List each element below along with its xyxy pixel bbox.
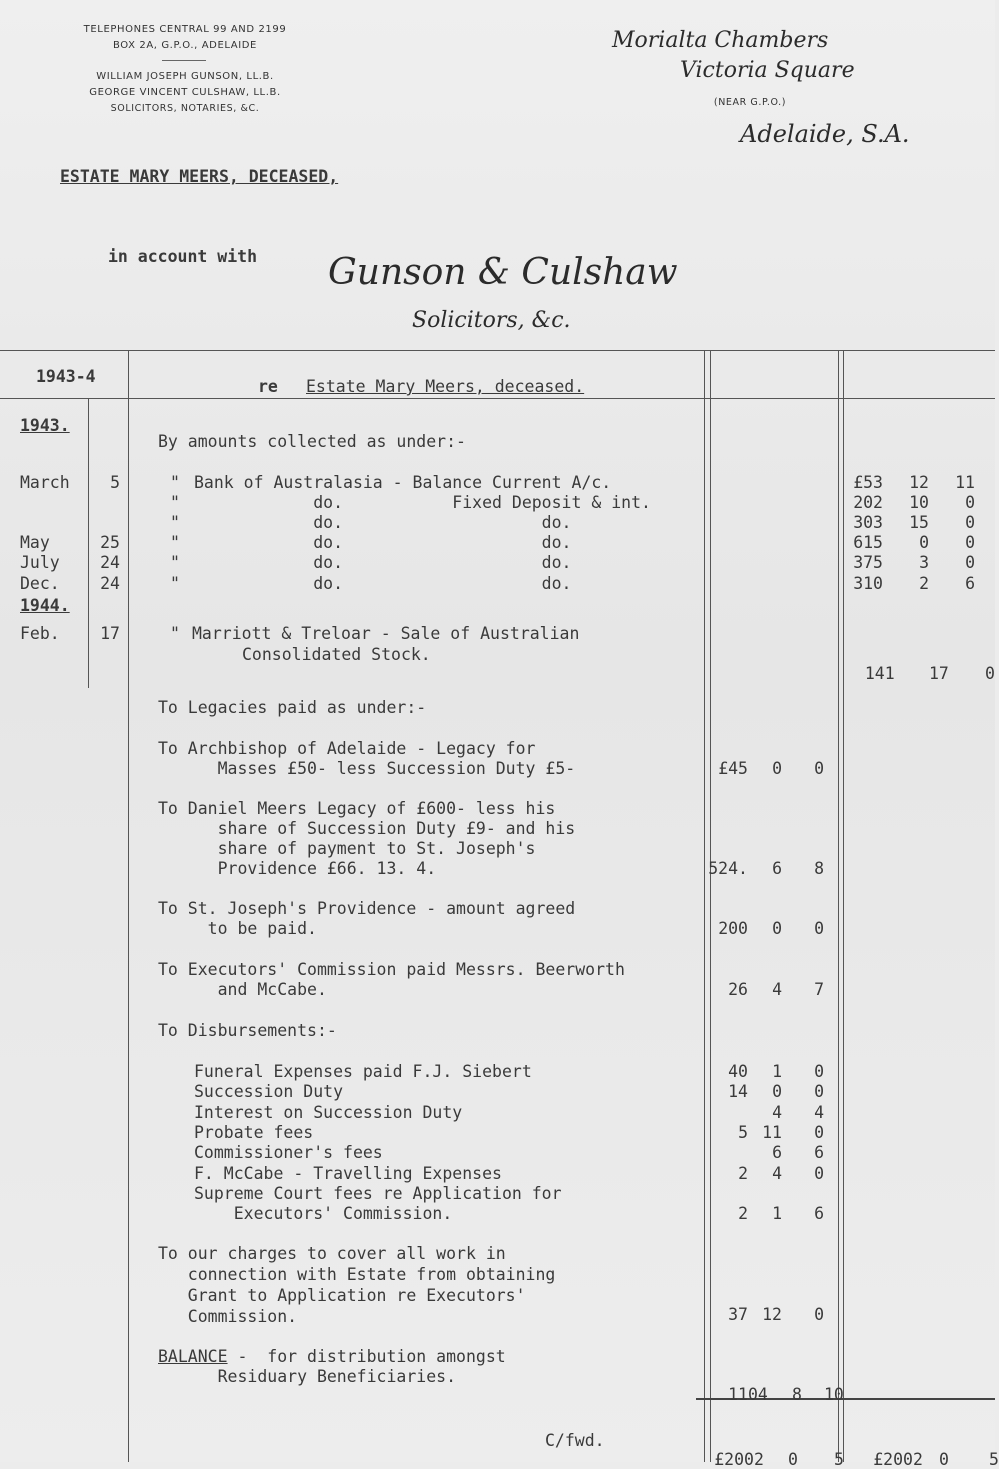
in-account-with: in account with (108, 247, 258, 266)
charges-line: Grant to Application re Executors' (158, 1286, 526, 1305)
firm-subtitle: Solicitors, &c. (412, 308, 571, 333)
receipt-month: Dec. (20, 574, 60, 593)
receipt-amount-pounds: 375 (853, 553, 883, 572)
receipt-amount-pounds: 615 (853, 533, 883, 552)
letterhead-box: BOX 2A, G.P.O., ADELAIDE (113, 40, 257, 51)
receipt-month: July (20, 553, 60, 572)
disbursement-amount-pence: 0 (814, 1163, 824, 1183)
table-re: re (258, 377, 278, 396)
disbursement-desc: Supreme Court fees re Application for (194, 1183, 562, 1203)
collected-intro: By amounts collected as under:- (158, 432, 466, 451)
table-header-rule (0, 398, 995, 399)
carried-right-amount: £2002 0 5 (873, 1450, 999, 1469)
disbursements-intro: To Disbursements:- (158, 1021, 337, 1040)
receipt-amount (845, 513, 975, 532)
receipt-amount (845, 553, 975, 572)
receipt-amount-pence: 6 (965, 574, 975, 593)
receipt-amount (845, 574, 975, 593)
payment-line: To St. Joseph's Providence - amount agreed (158, 899, 576, 918)
balance-amount: 1104 8 10 (728, 1385, 844, 1404)
table-re-title: Estate Mary Meers, deceased. (306, 377, 585, 396)
disbursement-desc: Succession Duty (194, 1082, 344, 1102)
feb-desc1: Marriott & Treloar - Sale of Australian (192, 624, 580, 643)
balance-rest: - for distribution amongst (227, 1347, 506, 1366)
payment-amount-pence: 7 (814, 980, 824, 999)
address-line2: Victoria Square (680, 58, 855, 83)
disbursement-amount (690, 1143, 824, 1162)
receipt-amount-shillings: 0 (919, 533, 929, 552)
disbursement-amount (690, 1204, 824, 1223)
receipt-amount-pounds: £53 (853, 473, 883, 492)
ditto-mark: " (170, 553, 180, 572)
charges-amount (690, 1305, 824, 1324)
year-1944: 1944. (20, 596, 70, 615)
payment-amount (690, 759, 824, 778)
disbursement-amount-pence: 6 (814, 1204, 824, 1224)
disbursement-amount-shillings: 4 (772, 1163, 782, 1183)
payment-line: to be paid. (158, 919, 317, 938)
ditto-mark: " (170, 493, 180, 512)
disbursement-amount-pence: 0 (814, 1082, 824, 1102)
disbursement-amount-shillings: 0 (772, 1082, 782, 1102)
disbursement-desc: Commissioner's fees (194, 1143, 383, 1163)
disbursement-desc: F. McCabe - Travelling Expenses (194, 1163, 502, 1183)
address-line4: Adelaide, S.A. (740, 120, 910, 148)
feb-mark: " (170, 624, 180, 643)
receipt-desc: do. do. (194, 553, 572, 572)
ditto-mark: " (170, 513, 180, 532)
address-line1: Morialta Chambers (612, 28, 829, 53)
receipt-amount-shillings: 3 (919, 553, 929, 572)
disbursement-amount (690, 1164, 824, 1183)
receipt-amount-shillings: 15 (909, 513, 929, 532)
receipt-desc: do. do. (194, 533, 572, 552)
payment-amount-shillings: 0 (772, 919, 782, 938)
payment-line: To Executors' Commission paid Messrs. Beerworth (158, 960, 625, 979)
col-rule-amt1 (704, 350, 705, 1462)
disbursement-amount-shillings: 1 (772, 1062, 782, 1081)
balance-label: BALANCE (158, 1347, 228, 1366)
disbursement-amount (690, 1062, 824, 1081)
firm-name: Gunson & Culshaw (328, 252, 678, 293)
ditto-mark: " (170, 533, 180, 552)
feb-day: 17 (100, 624, 120, 643)
ditto-mark: " (170, 574, 180, 593)
disbursement-amount-pounds: 5 (738, 1122, 748, 1142)
estate-heading: ESTATE MARY MEERS, DECEASED, (60, 167, 339, 186)
charges-amount-pence: 0 (814, 1305, 824, 1324)
payment-amount (690, 980, 824, 999)
carried-left-amount: £2002 0 5 (714, 1450, 844, 1469)
payment-amount-pounds: 524. (708, 859, 748, 878)
disbursement-desc: Probate fees (194, 1122, 314, 1142)
charges-amount-pounds: 37 (728, 1305, 748, 1324)
receipt-day: 25 (100, 533, 120, 552)
receipt-day: 24 (100, 574, 120, 593)
letterhead-divider (162, 60, 206, 61)
disbursement-amount (690, 1103, 824, 1122)
payment-amount-pounds: £45 (718, 759, 748, 778)
receipt-amount (845, 473, 975, 492)
receipt-amount-pence: 0 (965, 513, 975, 532)
disbursement-amount-pounds: 40 (728, 1062, 748, 1081)
letterhead-partner1: WILLIAM JOSEPH GUNSON, LL.B. (96, 71, 274, 82)
receipt-amount-pounds: 202 (853, 493, 883, 512)
col-rule-amt1b (710, 350, 711, 1462)
receipt-desc: do. do. (194, 574, 572, 593)
col-rule-amt2 (838, 350, 839, 1462)
disbursement-amount-shillings: 1 (772, 1204, 782, 1224)
payment-line: To Daniel Meers Legacy of £600- less his (158, 799, 556, 818)
table-top-rule (0, 350, 995, 351)
legacies-intro: To Legacies paid as under:- (158, 698, 427, 717)
receipt-amount-shillings: 10 (909, 493, 929, 512)
receipt-amount (845, 533, 975, 552)
receipt-amount (845, 493, 975, 512)
payment-amount-shillings: 4 (772, 980, 782, 999)
payment-amount-pounds: 200 (718, 919, 748, 938)
disbursement-amount-pounds: 2 (738, 1204, 748, 1224)
receipt-amount-pence: 0 (965, 553, 975, 572)
receipt-amount-pence: 0 (965, 533, 975, 552)
disbursement-desc: Funeral Expenses paid F.J. Siebert (194, 1062, 532, 1081)
payment-amount-pence: 8 (814, 859, 824, 878)
disbursement-amount (690, 1123, 824, 1142)
payment-line: Masses £50- less Succession Duty £5- (158, 759, 576, 778)
charges-line: To our charges to cover all work in (158, 1244, 506, 1263)
receipt-day: 24 (100, 553, 120, 572)
receipt-month: May (20, 533, 50, 552)
disbursement-amount-pence: 6 (814, 1143, 824, 1163)
disbursement-amount-pence: 0 (814, 1122, 824, 1142)
payment-line: and McCabe. (158, 980, 327, 999)
charges-line: Commission. (158, 1307, 298, 1326)
receipt-desc: do. do. (194, 513, 572, 532)
balance-line1 (158, 1347, 506, 1366)
table-year: 1943-4 (36, 367, 96, 386)
disbursement-desc: Interest on Succession Duty (194, 1102, 463, 1122)
disbursement-amount (690, 1082, 824, 1101)
balance-line2: Residuary Beneficiaries. (158, 1367, 457, 1386)
disbursement-amount-shillings: 6 (772, 1143, 782, 1163)
receipt-desc: do. Fixed Deposit & int. (194, 493, 651, 512)
disbursement-amount-pounds: 2 (738, 1163, 748, 1183)
payment-line: share of Succession Duty £9- and his (158, 819, 576, 838)
payment-line: share of payment to St. Joseph's (158, 839, 536, 858)
col-rule-desc (128, 350, 129, 1462)
receipt-amount-pounds: 303 (853, 513, 883, 532)
receipt-amount-pence: 11 (955, 473, 975, 492)
payment-amount-pounds: 26 (728, 980, 748, 999)
col-rule-amt2b (843, 350, 844, 1462)
disbursement-desc: Executors' Commission. (194, 1204, 453, 1224)
receipt-amount-shillings: 2 (919, 574, 929, 593)
disbursement-amount-shillings: 4 (772, 1102, 782, 1122)
letterhead-title: SOLICITORS, NOTARIES, &C. (110, 103, 260, 114)
disbursement-amount-shillings: 11 (762, 1122, 782, 1142)
receipt-month: March (20, 473, 70, 492)
charges-line: connection with Estate from obtaining (158, 1265, 556, 1284)
payment-line: Providence £66. 13. 4. (158, 859, 437, 878)
feb-month: Feb. (20, 624, 60, 643)
receipt-desc: Bank of Australasia - Balance Current A/c. (194, 473, 612, 492)
disbursement-amount-pence: 4 (814, 1102, 824, 1122)
letterhead-partner2: GEORGE VINCENT CULSHAW, LL.B. (89, 87, 281, 98)
charges-amount-shillings: 12 (762, 1305, 782, 1324)
receipt-amount-shillings: 12 (909, 473, 929, 492)
receipt-day: 5 (110, 473, 120, 492)
address-line3: (NEAR G.P.O.) (713, 97, 787, 108)
payment-amount-pence: 0 (814, 759, 824, 778)
letterhead-phones: TELEPHONES CENTRAL 99 AND 2199 (83, 24, 287, 35)
disbursement-amount-pounds: 14 (728, 1082, 748, 1102)
receipt-amount-pence: 0 (965, 493, 975, 512)
payment-amount-pence: 0 (814, 919, 824, 938)
payment-amount-shillings: 6 (772, 859, 782, 878)
payment-amount-shillings: 0 (772, 759, 782, 778)
payment-amount (690, 859, 824, 878)
receipt-amount-pounds: 310 (853, 574, 883, 593)
year-1943: 1943. (20, 416, 70, 435)
disbursement-amount-pence: 0 (814, 1062, 824, 1081)
ditto-mark: " (170, 473, 180, 492)
payment-line: To Archbishop of Adelaide - Legacy for (158, 739, 536, 758)
feb-desc2: Consolidated Stock. (242, 645, 431, 664)
feb-amount: 141 17 0 (864, 664, 995, 683)
payment-amount (690, 919, 824, 938)
carried-label: C/fwd. (545, 1431, 605, 1450)
